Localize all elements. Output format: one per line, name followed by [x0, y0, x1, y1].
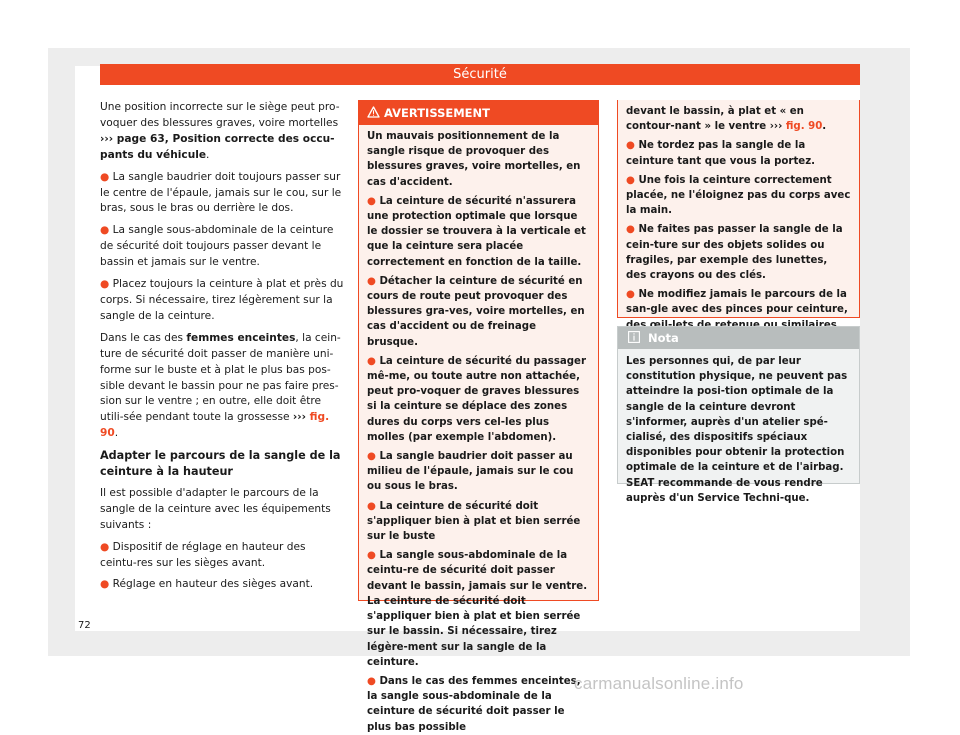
list-item: ● Réglage en hauteur des sièges avant.	[100, 578, 314, 591]
warning-box	[358, 100, 599, 733]
list-item: ● Ne faites pas passer la sangle de la cein-ture sur des objets solides ou fragiles, par exemple des lunettes, des crayons ou des clés.	[626, 224, 843, 282]
list-item: ● La sangle sous-abdominale de la ceintu-re de sécurité doit passer devant le bassin, jamais sur le ventre. La ceinture de sécurité doit s'appliquer bien à plat et bien serrée sur le bassin. Si nécessaire, tirez légère-ment sur la sangle de la ceinture.	[367, 550, 588, 668]
list-item: ● Détacher la ceinture de sécurité en cours de route peut provoquer des blessures gra-ves, voire mortelles, en cas d'accident ou de freinage brusque.	[367, 275, 585, 348]
note-box	[617, 326, 860, 504]
list-item: ● La ceinture de sécurité n'assurera une protection optimale que lorsque le dossier se trouvera à la verticale et que la ceinture sera placée correctement en fonction de la taille.	[367, 195, 586, 268]
figure-reference-link[interactable]: fig. 90	[782, 121, 823, 133]
list-item: ● La ceinture de sécurité du passager mê-me, ou toute autre non attachée, peut pro-voquer de graves blessures si la ceinture se déplace des zones dures du corps vers cel-les plus molles (par exemple l'abdomen).	[367, 355, 586, 443]
info-icon	[628, 331, 640, 343]
list-item: ● Dispositif de réglage en hauteur des ceintu-res sur les sièges avant.	[100, 540, 306, 569]
bullet-icon: ●	[100, 278, 110, 291]
warning-header	[359, 101, 598, 125]
list-item: ● La sangle baudrier doit toujours passer sur le centre de l'épaule, jamais sur le cou, sur le bras, sous le bras ou derrière le dos.	[100, 170, 342, 215]
list-item: ● Dans le cas des femmes enceintes, la sangle sous-abdominale de la ceinture de sécurité doit passer le plus bas possible	[367, 675, 581, 733]
bullet-icon: ●	[367, 550, 376, 562]
bullet-icon: ●	[367, 355, 376, 367]
note-body: Les personnes qui, de par leur constitution physique, ne peuvent pas atteindre la posi-tion optimale de la sangle de la ceinture devront s'informer, auprès d'un atelier spé-cialisé, des dispositifs spéciaux disponibles pour obtenir la protection optimale de la ceinture et de l'airbag. SEAT recommande de vous rendre auprès d'un Service Techni-que.	[626, 356, 848, 504]
bullet-icon: ●	[367, 675, 376, 687]
main-text-column	[100, 100, 344, 599]
bullet-icon: ●	[626, 174, 635, 186]
reference-arrows: ›››	[100, 132, 114, 145]
figure-reference-link[interactable]: fig. 90	[100, 411, 330, 440]
bullet-icon: ●	[626, 224, 635, 236]
bullet-icon: ●	[626, 140, 635, 152]
list-item: ● La ceinture de sécurité doit s'appliquer bien à plat et bien serrée sur le buste	[367, 500, 581, 543]
page-reference-link[interactable]: page 63, Position correcte des occu-pants du véhicule	[100, 132, 335, 161]
bullet-icon: ●	[367, 500, 376, 512]
bullet-icon: ●	[100, 224, 110, 237]
warning-triangle-icon	[367, 106, 380, 118]
reference-arrows: ›››	[769, 121, 783, 133]
adjust-paragraph: Il est possible d'adapter le parcours de la sangle de la ceinture avec les équipements suivants :	[100, 486, 331, 531]
bullet-icon: ●	[367, 275, 376, 287]
bullet-icon: ●	[100, 540, 110, 553]
section-header: Sécurité	[100, 64, 860, 85]
bullet-icon: ●	[100, 578, 110, 591]
reference-arrows: ›››	[292, 411, 306, 424]
note-title: Nota	[648, 331, 679, 345]
warning-continuation-box	[617, 100, 860, 318]
list-item: ● Ne modifiez jamais le parcours de la san-gle avec des pinces pour ceinture,	[626, 289, 848, 316]
section-heading: Adapter le parcours de la sangle de la ceinture à la hauteur	[100, 449, 341, 479]
intro-paragraph: Une position incorrecte sur le siège peut pro-voquer des blessures graves, voire mortelles ››› page 63, Position correcte des occu-pants du véhicule.	[100, 101, 340, 161]
bullet-icon: ●	[100, 170, 110, 183]
warning-continuation-body	[618, 100, 859, 333]
continuation-paragraph: devant le bassin, à plat et « en contour-nant » le ventre ››› fig. 90.	[626, 106, 827, 133]
bullet-icon: ●	[367, 195, 376, 207]
bullet-icon: ●	[367, 451, 376, 463]
warning-intro: Un mauvais positionnement de la sangle risque de provoquer des blessures graves, voire mortelles, en cas d'accident.	[367, 131, 581, 188]
note-header	[618, 327, 859, 349]
bullet-icon: ●	[626, 289, 635, 301]
watermark: carmanualsonline.info	[574, 674, 744, 693]
list-item: ● La sangle sous-abdominale de la ceinture de sécurité doit toujours passer devant le bassin et jamais sur le ventre.	[100, 224, 334, 269]
warning-title: AVERTISSEMENT	[384, 106, 491, 120]
list-item: ● Ne tordez pas la sangle de la ceinture tant que vous la portez.	[626, 140, 816, 167]
list-item: ● La sangle baudrier doit passer au milieu de l'épaule, jamais sur le cou ou sous le bras.	[367, 451, 574, 493]
pregnancy-paragraph: Dans le cas des femmes enceintes, la cein-ture de sécurité doit passer de manière uni-forme sur le buste et à plat le plus bas pos-sible devant le bassin pour ne pas faire pres-sion sur le ventre ; en outre, elle doit être utili-sée pendant toute la grossesse ››› fig. 90.	[100, 331, 341, 440]
list-item: ● Placez toujours la ceinture à plat et près du corps. Si nécessaire, tirez légèrement sur la sangle de la ceinture.	[100, 278, 344, 322]
warning-body	[359, 125, 598, 735]
list-item: ● Une fois la ceinture correctement placée, ne l'éloignez pas du corps avec la main.	[626, 174, 851, 217]
page-number: 72	[78, 620, 91, 631]
